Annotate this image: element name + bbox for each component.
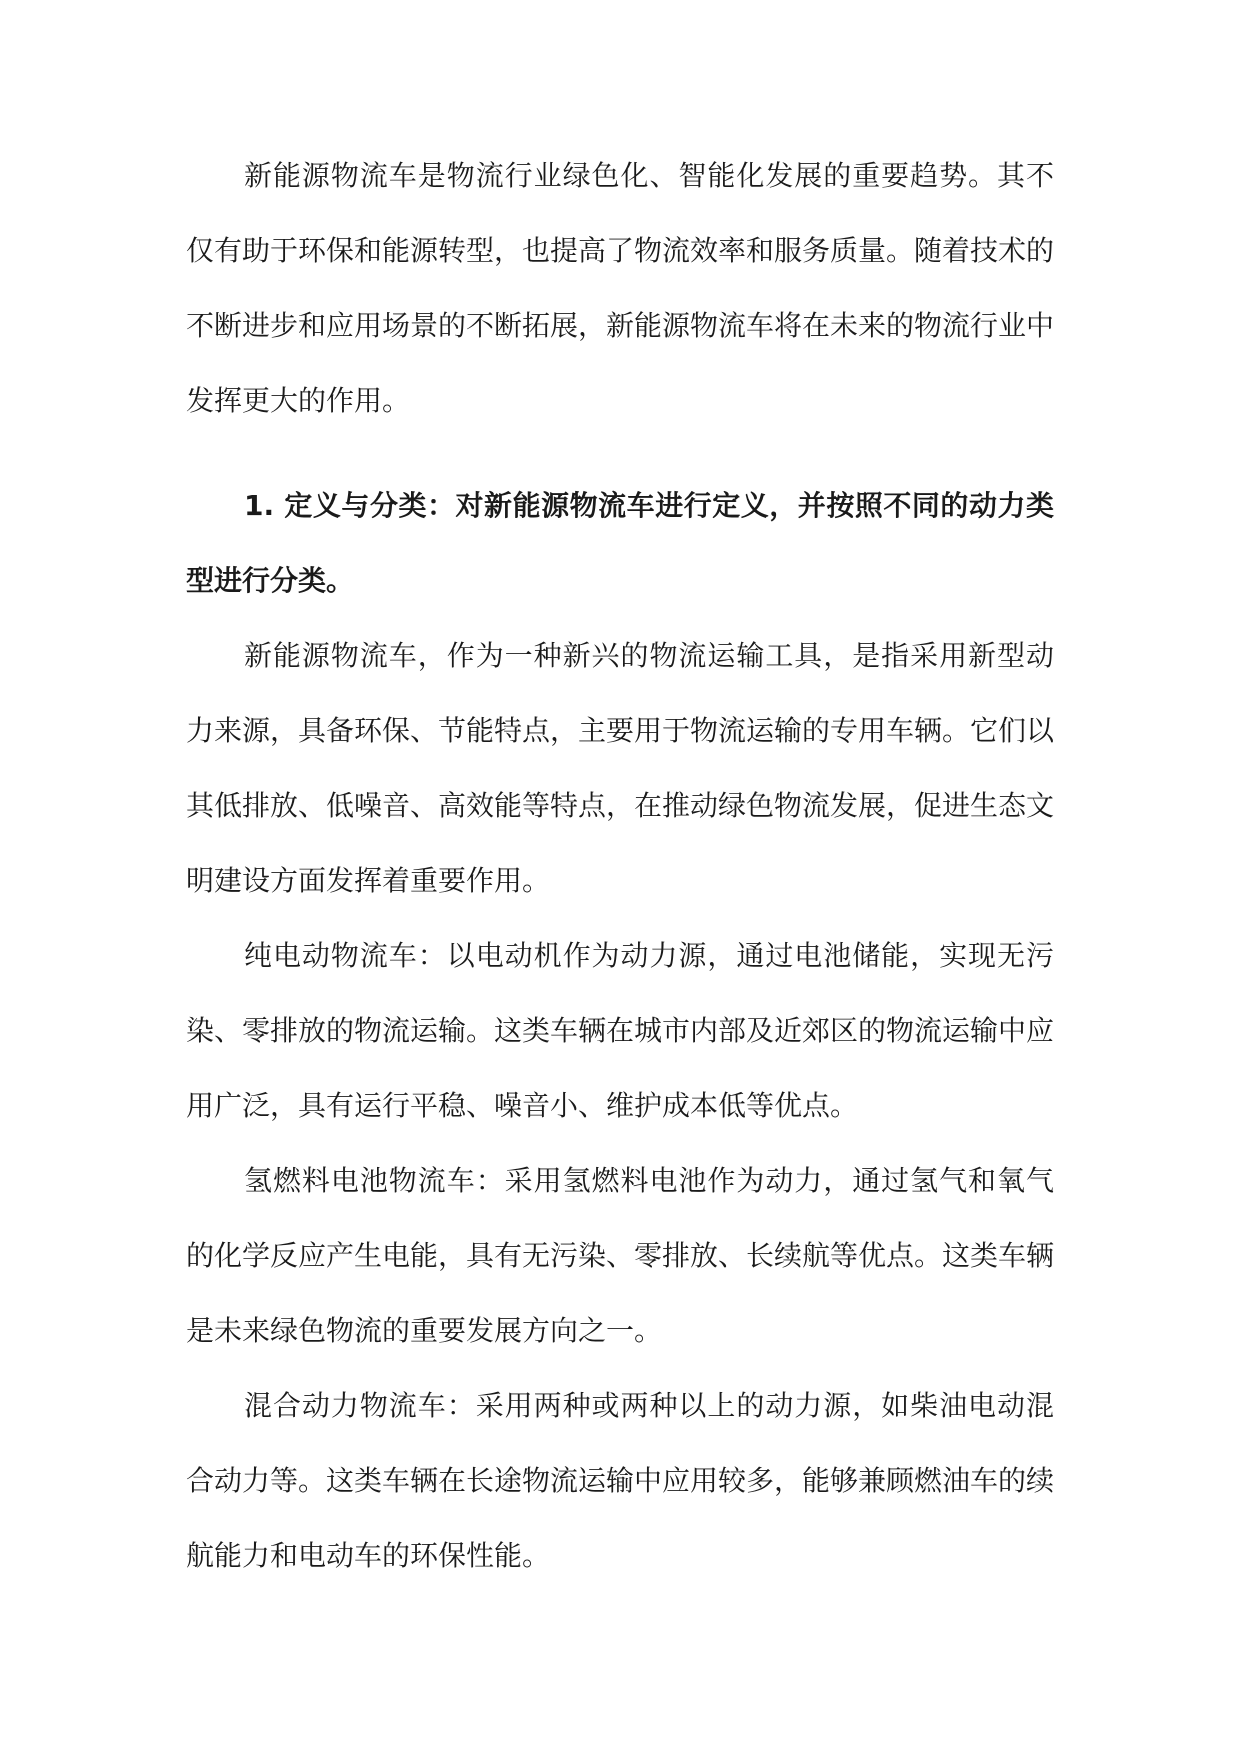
- document-body: [186, 138, 1054, 1593]
- electric-vehicle-paragraph: 纯电动物流车：以电动机作为动力源，通过电池储能，实现无污染、零排放的物流运输。这类车辆在城市内部及近郊区的物流运输中应用广泛，具有运行平稳、噪音小、维护成本低等优点。: [186, 939, 1055, 1122]
- intro-paragraph: 新能源物流车是物流行业绿色化、智能化发展的重要趋势。其不仅有助于环保和能源转型，也提高了物流效率和服务质量。随着技术的不断进步和应用场景的不断拓展，新能源物流车将在未来的物流行业中发挥更大的作用。: [186, 159, 1055, 417]
- section-heading: 1. 定义与分类：对新能源物流车进行定义，并按照不同的动力类型进行分类。: [186, 489, 1054, 597]
- definition-paragraph: 新能源物流车，作为一种新兴的物流运输工具，是指采用新型动力来源，具备环保、节能特点，主要用于物流运输的专用车辆。它们以其低排放、低噪音、高效能等特点，在推动绿色物流发展，促进生态文明建设方面发挥着重要作用。: [186, 639, 1055, 897]
- hydrogen-vehicle-paragraph: 氢燃料电池物流车：采用氢燃料电池作为动力，通过氢气和氧气的化学反应产生电能，具有无污染、零排放、长续航等优点。这类车辆是未来绿色物流的重要发展方向之一。: [186, 1164, 1055, 1347]
- hybrid-vehicle-paragraph: 混合动力物流车：采用两种或两种以上的动力源，如柴油电动混合动力等。这类车辆在长途物流运输中应用较多，能够兼顾燃油车的续航能力和电动车的环保性能。: [186, 1389, 1055, 1572]
